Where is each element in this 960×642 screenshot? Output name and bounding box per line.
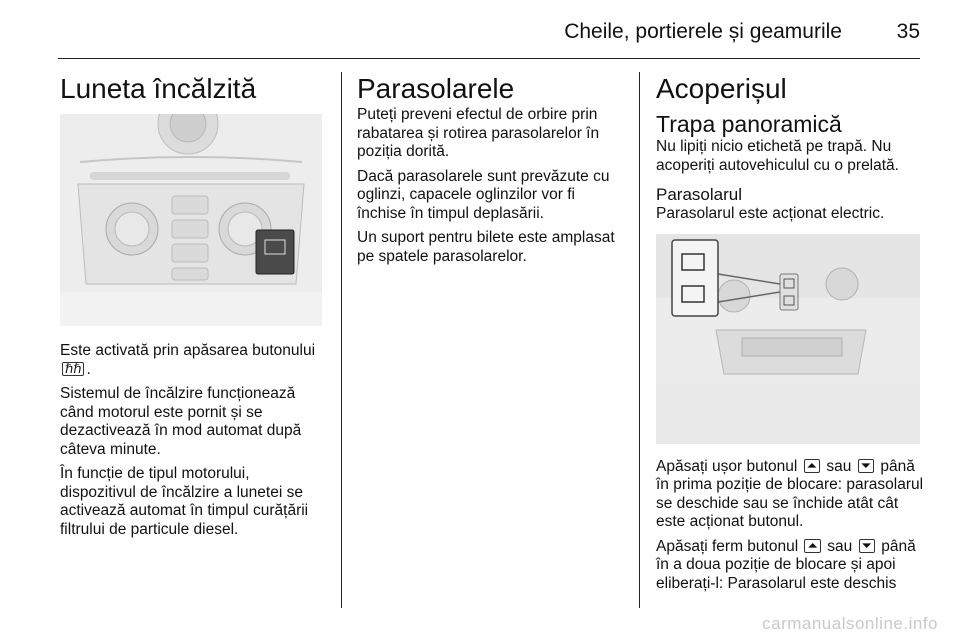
- paragraph: În funcție de tipul motorului, dispozitivul de încălzire a lunetei se activează automat în timpul curățării filtrului de particule diesel.: [60, 465, 309, 538]
- sunshade-open-icon: ⏶: [804, 539, 820, 553]
- watermark: carmanualsonline.info: [762, 614, 938, 633]
- column-rear-window: [60, 72, 328, 539]
- paragraph: Puteți preveni efectul de orbire prin rabatarea și rotirea parasolarelor în poziția dorită.: [357, 106, 600, 160]
- climate-panel-drawing: [60, 114, 322, 326]
- section-heading: Parasolarele: [357, 73, 515, 104]
- roof-console-drawing: [656, 234, 920, 444]
- section-heading: Luneta încălzită: [60, 73, 257, 104]
- sunshade-close-icon: ⏷: [859, 539, 875, 553]
- paragraph: Este activată prin apăsarea butonului ℏℏ .: [60, 342, 316, 378]
- page-number: 35: [896, 20, 920, 43]
- paragraph: Un suport pentru bilete este amplasat pe spatele parasolarelor.: [357, 229, 615, 265]
- paragraph: Apăsați ferm butonul ⏶ sau ⏷ până în a doua poziție de blocare și apoi eliberați-l: Parasolarul este deschis: [656, 537, 916, 592]
- subsubsection-heading: Parasolarul: [656, 185, 742, 204]
- column-divider: [639, 72, 640, 608]
- paragraph: Sistemul de încălzire funcționează când motorul este pornit și se dezactivează în mod automat după câteva minute.: [60, 385, 302, 458]
- section-heading: Acoperișul: [656, 73, 787, 104]
- column-roof: [656, 72, 924, 593]
- paragraph: Dacă parasolarele sunt prevăzute cu oglinzi, capacele oglinzilor vor fi închise în timpul deplasării.: [357, 167, 610, 222]
- sunshade-close-icon: ⏷: [858, 459, 874, 473]
- rear-window-heat-icon: ℏℏ: [62, 362, 84, 376]
- column-divider: [341, 72, 342, 608]
- dashboard-controls-illustration: [60, 114, 322, 326]
- paragraph: Apăsați ușor butonul ⏶ sau ⏷ până în prima poziție de blocare: parasolarul se deschide sau se închide atât cât este acționat butonul.: [656, 457, 924, 530]
- header-rule: [58, 58, 920, 59]
- subsection-heading: Trapa panoramică: [656, 111, 842, 137]
- header-title: Cheile, portierele și geamurile: [564, 20, 842, 43]
- paragraph: Parasolarul este acționat electric.: [656, 205, 885, 222]
- paragraph: Nu lipiți nicio etichetă pe trapă. Nu acoperiți autovehiculul cu o prelată.: [656, 138, 899, 174]
- roof-switch-illustration: [656, 234, 920, 444]
- column-sun-visors: [357, 72, 627, 266]
- page-header: [0, 0, 960, 62]
- sunshade-open-icon: ⏶: [804, 459, 820, 473]
